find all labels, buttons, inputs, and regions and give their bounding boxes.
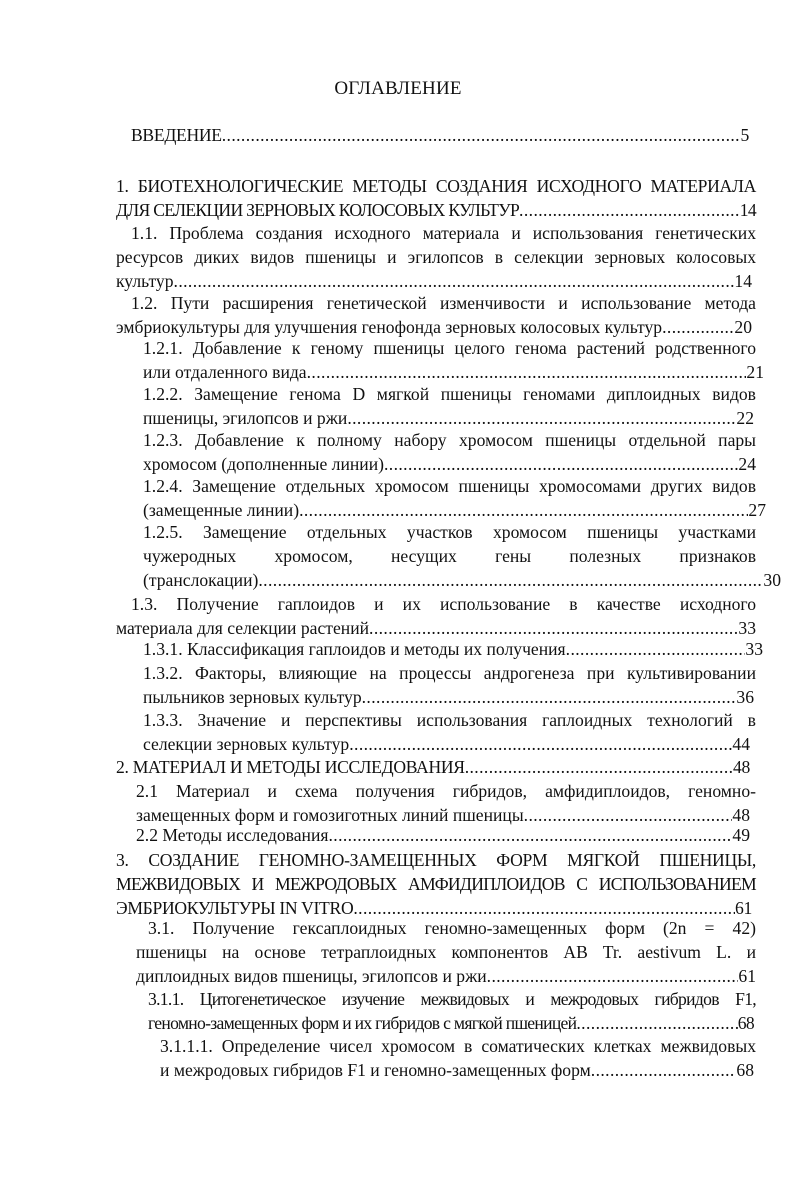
toc-entry[interactable] bbox=[116, 291, 756, 339]
toc-entry-page: 21 bbox=[746, 362, 764, 383]
toc-entry-page: 33 bbox=[745, 639, 763, 659]
toc-entry-text: 1.2.5. Замещение отдельных участков хромосом пшеницы участками bbox=[143, 522, 756, 542]
toc-entry-page: 61 bbox=[735, 898, 752, 919]
toc-entry-page: 48 bbox=[732, 805, 750, 826]
toc-entry[interactable] bbox=[136, 916, 756, 989]
toc-entry-text: 1.2. Пути расширения генетической изменчивости и использование метода bbox=[131, 293, 756, 313]
toc-entry-text: 1.3. Получение гаплоидов и их использование в качестве исходного bbox=[131, 594, 756, 614]
toc-entry-text: эмбриокультуры для улучшения генофонда зерновых колосовых культур bbox=[116, 317, 663, 338]
toc-entry-page: 27 bbox=[748, 500, 766, 521]
toc-entry[interactable] bbox=[116, 848, 756, 921]
toc-entry-page: 36 bbox=[736, 687, 754, 708]
toc-entry-text: 1.2.1. Добавление к геному пшеницы целого генома растений родственного bbox=[143, 338, 756, 358]
toc-entry-text: (замещенные линии) bbox=[143, 500, 300, 521]
toc-entry-text: чужеродных хромосом, несущих гены полезных признаков bbox=[143, 546, 756, 567]
toc-entry[interactable] bbox=[143, 474, 766, 522]
toc-entry-text: пыльников зерновых культур bbox=[143, 687, 362, 708]
toc-entry[interactable] bbox=[143, 520, 781, 593]
toc-entry-text: культур bbox=[116, 271, 174, 292]
toc-entry-page: 14 bbox=[739, 200, 756, 221]
toc-entry-page: 49 bbox=[732, 825, 750, 845]
toc-entry-text: МЕЖВИДОВЫХ И МЕЖРОДОВЫХ АМФИДИПЛОИДОВ С ИСПОЛЬЗОВАНИЕМ bbox=[116, 874, 756, 895]
toc-entry-text: пшеницы на основе тетраплоидных компонентов AB Tr. aestivum L. и bbox=[136, 942, 756, 963]
toc-entry-text: 3.1.1.1. Определение чисел хромосом в соматических клетках межвидовых bbox=[160, 1036, 756, 1056]
toc-entry-text: диплоидных видов пшеницы, эгилопсов и ржи bbox=[136, 966, 487, 987]
toc-entry-page: 14 bbox=[734, 271, 752, 292]
toc-entry-page: 61 bbox=[738, 966, 756, 987]
toc-entry[interactable] bbox=[148, 987, 756, 1035]
toc-entry-text: 1.3.2. Факторы, влияющие на процессы андрогенеза при культивировании bbox=[143, 663, 756, 683]
toc-entry-text: селекции зерновых культур bbox=[143, 734, 350, 755]
toc-entry[interactable] bbox=[116, 779, 756, 827]
toc-entry-page: 68 bbox=[737, 1013, 754, 1034]
toc-entry-text: 2.2 Методы исследования bbox=[136, 825, 329, 845]
toc-entry[interactable] bbox=[143, 708, 756, 756]
toc-entry-text: 1.3.1. Классификация гаплоидов и методы их получения bbox=[143, 639, 566, 659]
toc-entry-text: 1. БИОТЕХНОЛОГИЧЕСКИЕ МЕТОДЫ СОЗДАНИЯ ИСХОДНОГО МАТЕРИАЛА bbox=[116, 176, 756, 196]
toc-entry-text: ДЛЯ СЕЛЕКЦИИ ЗЕРНОВЫХ КОЛОСОВЫХ КУЛЬТУР bbox=[116, 200, 520, 221]
toc-entry-text: 1.2.3. Добавление к полному набору хромосом пшеницы отдельной пары bbox=[143, 430, 756, 450]
toc-entry-text: ВВЕДЕНИЕ bbox=[131, 125, 222, 145]
toc-entry-text: или отдаленного вида bbox=[143, 362, 307, 383]
toc-entry[interactable] bbox=[143, 661, 756, 709]
toc-entry-page: 68 bbox=[736, 1060, 754, 1081]
toc-entry-text: 1.1. Проблема создания исходного материала и использования генетических bbox=[131, 223, 756, 243]
toc-entry[interactable] bbox=[131, 123, 749, 147]
toc-entry-page: 5 bbox=[740, 125, 749, 145]
toc-entry-page: 48 bbox=[733, 757, 750, 777]
page-title: ОГЛАВЛЕНИЕ bbox=[334, 78, 462, 99]
toc-entry-text: пшеницы, эгилопсов и ржи bbox=[143, 408, 348, 429]
toc-entry[interactable] bbox=[160, 1034, 756, 1082]
toc-entry[interactable] bbox=[116, 221, 756, 294]
toc-entry-page: 20 bbox=[734, 317, 752, 338]
toc-entry-page: 44 bbox=[732, 734, 750, 755]
toc-entry[interactable] bbox=[136, 823, 756, 847]
toc-entry[interactable] bbox=[143, 382, 756, 430]
toc-entry-page: 30 bbox=[763, 570, 781, 591]
toc-entry-page: 24 bbox=[738, 454, 756, 475]
toc-entry-text: и межродовых гибридов F1 и геномно-замещенных форм bbox=[160, 1060, 591, 1081]
toc-entry-text: 2. МАТЕРИАЛ И МЕТОДЫ ИССЛЕДОВАНИЯ bbox=[116, 757, 465, 777]
toc-entry-text: 1.2.2. Замещение генома D мягкой пшеницы геномами диплоидных видов bbox=[143, 384, 756, 404]
toc-entry[interactable] bbox=[143, 428, 756, 476]
toc-entry-text: замещенных форм и гомозиготных линий пшеницы bbox=[136, 805, 524, 826]
toc-entry-text: ресурсов диких видов пшеницы и эгилопсов в селекции зерновых колосовых bbox=[116, 247, 756, 268]
toc-entry[interactable] bbox=[143, 336, 764, 384]
toc-entry-text: ЭМБРИОКУЛЬТУРЫ IN VITRO bbox=[116, 898, 354, 919]
toc-entry-text: 3.1. Получение гексаплоидных геномно-замещенных форм (2n = 42) bbox=[148, 918, 756, 938]
toc-entry[interactable] bbox=[116, 174, 756, 222]
toc-entry[interactable] bbox=[116, 755, 756, 779]
toc-entry-text: 1.3.3. Значение и перспективы использования гаплоидных технологий в bbox=[143, 710, 756, 730]
toc-entry[interactable] bbox=[143, 637, 763, 661]
toc-entry-text: 3.1.1. Цитогенетическое изучение межвидовых и межродовых гибридов F1, bbox=[148, 989, 756, 1009]
toc-entry-page: 22 bbox=[736, 408, 754, 429]
toc-entry-text: 2.1 Материал и схема получения гибридов, амфидиплоидов, геномно- bbox=[136, 781, 756, 801]
toc-entry-text: 1.2.4. Замещение отдельных хромосом пшеницы хромосомами других видов bbox=[143, 476, 756, 496]
toc-entry[interactable] bbox=[116, 592, 756, 640]
toc-entry-page: 33 bbox=[738, 618, 756, 639]
toc-entry-text: материала для селекции растений bbox=[116, 618, 370, 639]
toc-entry-text: 3. СОЗДАНИЕ ГЕНОМНО-ЗАМЕЩЕННЫХ ФОРМ МЯГКОЙ ПШЕНИЦЫ, bbox=[116, 850, 756, 870]
toc-entry-text: геномно-замещенных форм и их гибридов с мягкой пшеницей bbox=[148, 1013, 577, 1034]
toc-entry-text: хромосом (дополненные линии) bbox=[143, 454, 384, 475]
toc-entry-text: (транслокации) bbox=[143, 570, 259, 591]
